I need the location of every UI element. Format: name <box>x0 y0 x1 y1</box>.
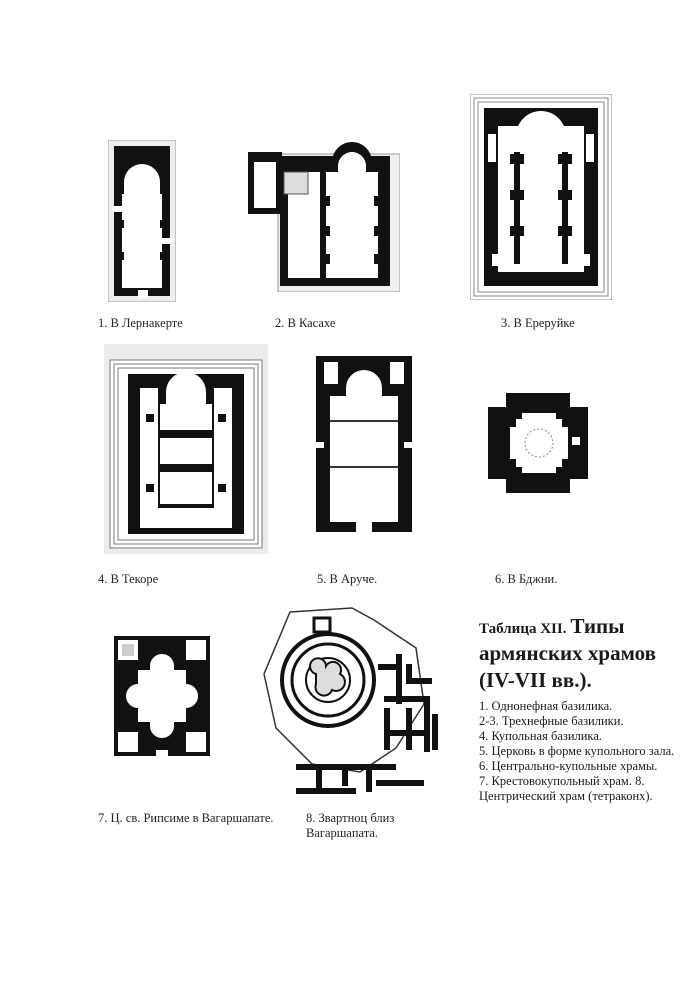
plan-tekor <box>104 344 268 554</box>
caption-7: 7. Ц. св. Рипсиме в Вагаршапате. <box>98 811 274 825</box>
legend-item-1: 1. Однонефная базилика. <box>479 699 613 713</box>
legend-item-3: 4. Купольная базилика. <box>479 729 602 743</box>
legend-title <box>479 614 679 695</box>
plan-aruch <box>316 356 412 532</box>
caption-3: 3. В Ереруйке <box>501 316 575 330</box>
legend-item-2: 2-3. Трехнефные базилики. <box>479 714 624 728</box>
table-title: Типы армянских храмов (IV-VII вв.). <box>479 614 656 692</box>
plan-zvartnots <box>256 604 456 810</box>
caption-6: 6. В Бджни. <box>495 572 558 586</box>
legend <box>479 614 679 804</box>
plan-hripsime <box>114 636 210 756</box>
legend-item-4: 5. Церковь в форме купольного зала. <box>479 744 675 758</box>
plan-kasakh <box>248 126 400 292</box>
caption-8: 8. Звартноц близ Вагаршапата. <box>306 811 395 840</box>
plan-bjni <box>488 393 588 493</box>
legend-item-6: 7. Крестовокупольный храм. 8. Центрический храм (тетраконх). <box>479 774 653 803</box>
plan-ereruyk <box>470 94 612 300</box>
caption-5: 5. В Аруче. <box>317 572 378 586</box>
table-label: Таблица XII. <box>479 621 567 637</box>
caption-2: 2. В Касахе <box>275 316 336 330</box>
plan-lernakert <box>108 140 176 302</box>
caption-1: 1. В Лернакерте <box>98 316 183 330</box>
caption-4: 4. В Текоре <box>98 572 159 586</box>
legend-item-5: 6. Центрально-купольные храмы. <box>479 759 658 773</box>
